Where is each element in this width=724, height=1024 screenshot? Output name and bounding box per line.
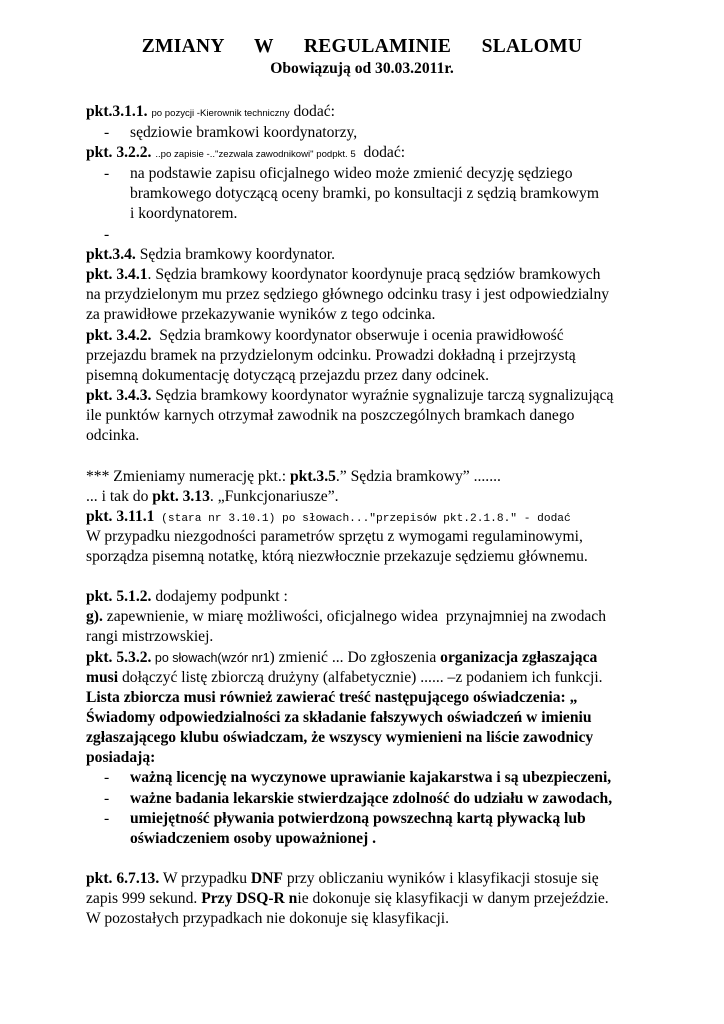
bullet-dash: - bbox=[104, 226, 110, 243]
bullet-text: ważną licencję na wyczynowe uprawianie kajakarstwa i są ubezpieczeni, bbox=[130, 769, 612, 786]
text-line bbox=[86, 668, 603, 688]
renumbering-note bbox=[86, 467, 501, 487]
text-line: na przydzielonym mu przez sędziego głównego odcinku trasy i jest odpowiedzialny bbox=[86, 286, 610, 303]
bold-line: Lista zbiorcza musi również zawierać treść następującego oświadczenia: „ bbox=[86, 689, 578, 706]
renum-label: pkt.3.5 bbox=[289, 468, 336, 485]
section-action: dodać: bbox=[289, 103, 336, 120]
section-3-2-2 bbox=[86, 143, 405, 165]
section-label: pkt. 3.2.2. bbox=[86, 144, 152, 161]
subpoint-g bbox=[86, 607, 606, 627]
bullet-dash: - bbox=[104, 165, 110, 182]
section-text: . Sędzia bramkowy koordynator koordynuje pracą sędziów bramkowych bbox=[147, 266, 601, 283]
section-3-4 bbox=[86, 245, 335, 265]
section-5-1-2 bbox=[86, 587, 288, 607]
section-label: pkt. 3.4.3. bbox=[86, 387, 152, 404]
renumbering-note-2 bbox=[86, 487, 339, 507]
renum-pre: ... i tak do bbox=[86, 488, 153, 505]
bullet-text: sędziowie bramkowi koordynatorzy, bbox=[130, 124, 358, 141]
section-label: pkt. 6.7.13. bbox=[86, 870, 160, 887]
text-line: rangi mistrzowskiej. bbox=[86, 628, 214, 645]
renum-post: . „Funkcjonariusze”. bbox=[209, 488, 339, 505]
section-3-4-2 bbox=[86, 326, 564, 346]
text-line: odcinka. bbox=[86, 427, 140, 444]
bold-line: Świadomy odpowiedzialności za składanie fałszywych oświadczeń w imieniu bbox=[86, 709, 592, 726]
bullet-text: umiejętność pływania potwierdzoną powszechną kartą pływacką lub bbox=[130, 810, 586, 827]
section-text: przy obliczaniu wyników i klasyfikacji stosuje się bbox=[282, 870, 599, 887]
section-6-7-13 bbox=[86, 869, 599, 889]
section-note: (stara nr 3.10.1) po słowach..."przepisów pkt.2.1.8." - dodać bbox=[154, 513, 571, 525]
section-text: ) zmienić ... Do zgłoszenia bbox=[269, 649, 441, 666]
bullet-dash: - bbox=[104, 790, 110, 807]
renum-pre: *** Zmieniamy numerację pkt.: bbox=[86, 468, 290, 485]
section-label: pkt. 3.4.2. bbox=[86, 327, 152, 344]
text-line: sporządza pisemną notatkę, którą niezwłocznie przekazuje sędziemu głównemu. bbox=[86, 548, 588, 565]
section-label: pkt. 3.11.1 bbox=[86, 508, 155, 525]
renum-label: pkt. 3.13 bbox=[152, 488, 210, 505]
section-text: dołączyć listę zbiorczą drużyny (alfabetycznie) ...... –z podaniem ich funkcji. bbox=[118, 669, 603, 686]
section-text: Sędzia bramkowy koordynator obserwuje i ocenia prawidłowość bbox=[151, 327, 564, 344]
text-line bbox=[86, 889, 609, 909]
section-label: pkt.3.1.1. bbox=[86, 103, 148, 120]
renum-post: .” Sędzia bramkowy” ....... bbox=[335, 468, 501, 485]
bullet-dash: - bbox=[104, 810, 110, 827]
section-bold: organizacja zgłaszająca bbox=[440, 649, 598, 666]
section-label: pkt. 5.3.2. bbox=[86, 649, 152, 666]
text-line: przejazdu bramek na przydzielonym odcinku. Prowadzi dokładną i przejrzystą bbox=[86, 347, 576, 364]
document-title: ZMIANY W REGULAMINIE SLALOMU bbox=[141, 36, 583, 57]
text-line: W pozostałych przypadkach nie dokonuje się klasyfikacji. bbox=[86, 910, 450, 927]
section-bold: Przy DSQ-R n bbox=[201, 890, 298, 907]
section-3-4-1 bbox=[86, 265, 600, 285]
section-note: po słowach(wzór nr1 bbox=[151, 651, 270, 665]
section-note: ..po zapisie -.."zezwala zawodnikowi" podpkt. 5 bbox=[155, 149, 356, 160]
section-3-4-3 bbox=[86, 386, 613, 406]
bullet-text: oświadczeniem osoby upoważnionej . bbox=[130, 830, 377, 847]
section-text: Sędzia bramkowy koordynator wyraźnie sygnalizuje tarczą sygnalizującą bbox=[151, 387, 614, 404]
section-text: Sędzia bramkowy koordynator. bbox=[135, 246, 336, 263]
section-label: pkt. 5.1.2. bbox=[86, 588, 152, 605]
bullet-dash: - bbox=[104, 769, 110, 786]
bullet-text: ważne badania lekarskie stwierdzające zdolność do udziału w zawodach, bbox=[130, 790, 613, 807]
text-line: pisemną dokumentację dotyczącą przejazdu przez dany odcinek. bbox=[86, 367, 490, 384]
section-text: W przypadku bbox=[159, 870, 251, 887]
text-line: za prawidłowe przekazywanie wyników z tego odcinka. bbox=[86, 306, 436, 323]
bullet-dash: - bbox=[104, 124, 110, 141]
section-3-11-1 bbox=[86, 507, 571, 529]
bold-line: posiadają: bbox=[86, 749, 156, 766]
bullet-text: na podstawie zapisu oficjalnego wideo może zmienić decyzję sędziego bbox=[130, 165, 573, 182]
bullet-text: i koordynatorem. bbox=[130, 205, 238, 222]
bold-line: zgłaszającego klubu oświadczam, że wszyscy wymienieni na liście zawodnicy bbox=[86, 729, 594, 746]
section-bold: DNF bbox=[250, 870, 283, 887]
section-action: dodać: bbox=[355, 144, 406, 161]
section-bold: musi bbox=[86, 669, 119, 686]
subpoint-text: zapewnienie, w miarę możliwości, oficjalnego widea przynajmniej na zwodach bbox=[102, 608, 607, 625]
section-5-3-2 bbox=[86, 648, 597, 668]
text-line: W przypadku niezgodności parametrów sprzętu z wymogami regulaminowymi, bbox=[86, 528, 583, 545]
section-label: pkt.3.4. bbox=[86, 246, 136, 263]
bullet-text: bramkowego dotyczącą oceny bramki, po konsultacji z sędzią bramkowym bbox=[130, 185, 599, 202]
section-label: pkt. 3.4.1 bbox=[86, 266, 148, 283]
section-text: zapis 999 sekund. bbox=[86, 890, 202, 907]
section-text: ie dokonuje się klasyfikacji w danym przejeździe. bbox=[297, 890, 609, 907]
section-text: dodajemy podpunkt : bbox=[151, 588, 288, 605]
document-subtitle: Obowiązują od 30.03.2011r. bbox=[270, 60, 454, 77]
section-note: po pozycji -Kierownik techniczny bbox=[151, 108, 290, 119]
subpoint-label: g). bbox=[86, 608, 103, 625]
text-line: ile punktów karnych otrzymał zawodnik na poszczególnych bramkach danego bbox=[86, 407, 575, 424]
section-3-1-1 bbox=[86, 102, 335, 124]
